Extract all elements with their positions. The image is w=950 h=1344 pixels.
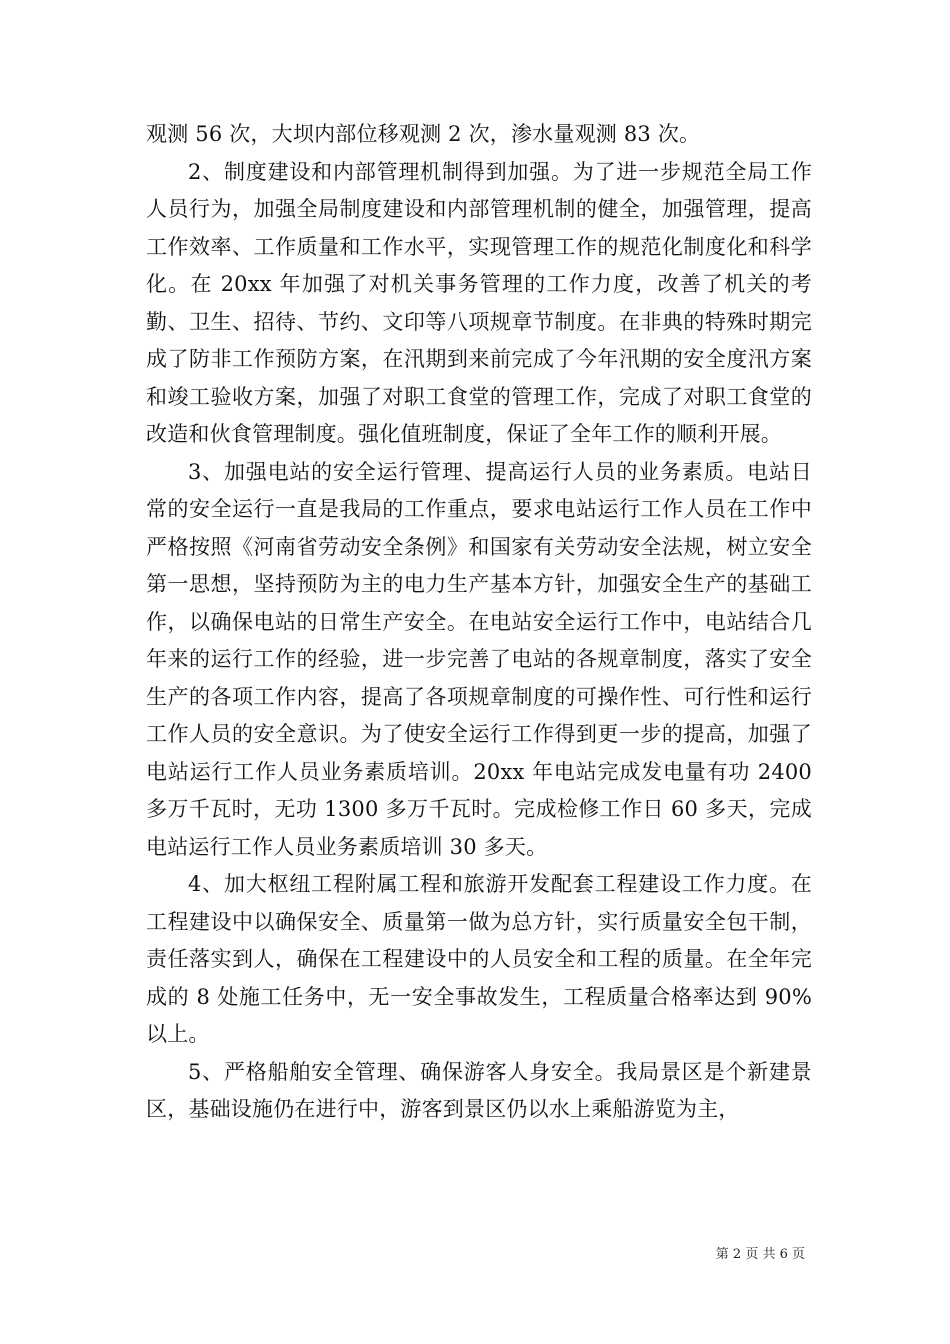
document-body	[146, 116, 812, 1129]
paragraph-continuation: 观测 56 次，大坝内部位移观测 2 次，渗水量观测 83 次。	[146, 122, 701, 146]
paragraph-item-5: 5、严格船舶安全管理、确保游客人身安全。我局景区是个新建景区，基础设施仍在进行中，游客到景区仍以水上乘船游览为主，	[146, 1059, 812, 1121]
paragraph-item-3: 3、加强电站的安全运行管理、提高运行人员的业务素质。电站日常的安全运行一直是我局的工作重点，要求电站运行工作人员在工作中严格按照《河南省劳动安全条例》和国家有关劳动安全法规，树立安全第一思想，坚持预防为主的电力生产基本方针，加强安全生产的基础工作，以确保电站的日常生产安全。在电站安全运行工作中，电站结合几年来的运行工作的经验，进一步完善了电站的各规章制度，落实了安全生产的各项工作内容，提高了各项规章制度的可操作性、可行性和运行工作人员的安全意识。为了使安全运行工作得到更一步的提高，加强了电站运行工作人员业务素质培训。20xx 年电站完成发电量有功 2400 多万千瓦时，无功 1300 多万千瓦时。完成检修工作日 60 多天，完成电站运行工作人员业务素质培训 30 多天。	[146, 459, 812, 859]
paragraph-item-4: 4、加大枢纽工程附属工程和旅游开发配套工程建设工作力度。在工程建设中以确保安全、质量第一做为总方针，实行质量安全包干制，责任落实到人，确保在工程建设中的人员安全和工程的质量。在全年完成的 8 处施工任务中，无一安全事故发生，工程质量合格率达到 90%以上。	[146, 872, 812, 1046]
page-indicator: 第 2 页 共 6 页	[715, 1247, 805, 1262]
paragraph-item-2: 2、制度建设和内部管理机制得到加强。为了进一步规范全局工作人员行为，加强全局制度建设和内部管理机制的健全，加强管理，提高工作效率、工作质量和工作水平，实现管理工作的规范化制度化和科学化。在 20xx 年加强了对机关事务管理的工作力度，改善了机关的考勤、卫生、招待、节约、文印等八项规章节制度。在非典的特殊时期完成了防非工作预防方案，在汛期到来前完成了今年汛期的安全度汛方案和竣工验收方案，加强了对职工食堂的管理工作，完成了对职工食堂的改造和伙食管理制度。强化值班制度，保证了全年工作的顺利开展。	[146, 159, 812, 446]
